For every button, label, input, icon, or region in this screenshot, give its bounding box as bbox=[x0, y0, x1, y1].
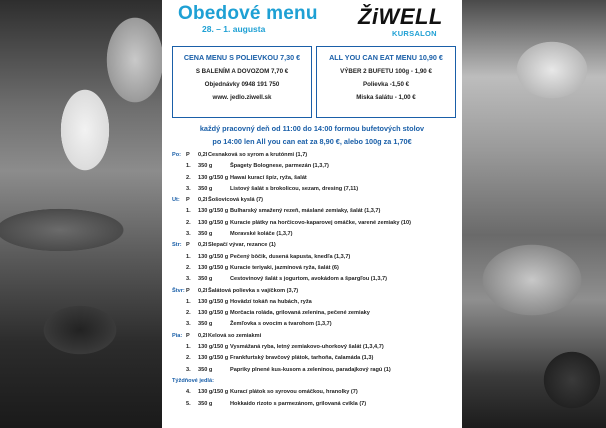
item-name: Bulharský smažený rezeň, máslané zemiaky, šalát (1,3,7) bbox=[230, 208, 381, 215]
item-name: Špagety Bolognese, parmezán (1,3,7) bbox=[230, 163, 329, 170]
day-label: Ut: bbox=[172, 197, 180, 204]
item-weight: 130 g/150 g bbox=[198, 219, 229, 226]
food-photo-right bbox=[462, 0, 606, 428]
item-number: 3. bbox=[186, 231, 191, 238]
menu-sheet bbox=[162, 0, 462, 428]
item-number: 3. bbox=[186, 366, 191, 373]
item-number: 2. bbox=[186, 310, 191, 317]
item-number: 4. bbox=[186, 389, 191, 396]
day-label: Str: bbox=[172, 242, 182, 249]
item-weight: 0,2l bbox=[198, 242, 208, 249]
item-weight: 130 g/150 g bbox=[198, 298, 229, 305]
brand-logo: ŽiWELL bbox=[358, 4, 443, 29]
menu-item bbox=[172, 174, 462, 185]
price-box-line: S BALENÍM A DOVOZOM 7,70 € bbox=[195, 68, 289, 75]
menu-item bbox=[172, 400, 462, 411]
menu-item bbox=[172, 320, 462, 331]
item-name: Morčacia roláda, grilovaná zelenina, pečené zemiaky bbox=[230, 310, 370, 317]
menu-item bbox=[172, 309, 462, 320]
item-number: P bbox=[186, 152, 190, 158]
item-number: 1. bbox=[186, 298, 191, 305]
page-title: Obedové menu bbox=[178, 3, 318, 24]
menu-item bbox=[172, 185, 462, 196]
menu-item bbox=[172, 343, 462, 354]
menu-item bbox=[172, 264, 462, 275]
day-label: Po: bbox=[172, 152, 182, 158]
item-weight: 350 g bbox=[198, 321, 213, 328]
price-box-heading: ALL YOU CAN EAT MENU 10,90 € bbox=[329, 53, 443, 62]
menu-item bbox=[172, 354, 462, 365]
item-weight: 0,2l bbox=[198, 332, 208, 339]
website-link[interactable]: www. jedlo.ziwell.sk bbox=[212, 94, 272, 101]
menu-item bbox=[172, 219, 462, 230]
item-name: Pečený bôčik, dusená kapusta, knedľa (1,3,7) bbox=[230, 253, 351, 260]
item-weight: 130 g/150 g bbox=[198, 174, 229, 181]
item-weight: 350 g bbox=[198, 400, 213, 407]
item-number: P bbox=[186, 287, 190, 294]
item-weight: 350 g bbox=[198, 366, 213, 373]
item-name: Kuracie plátky na horčicovo-kaparovej omáčke, varené zemiaky (10) bbox=[230, 219, 411, 226]
item-name: Žemľovka s ovocím a tvarohom (1,3,7) bbox=[230, 321, 332, 328]
item-weight: 350 g bbox=[198, 231, 213, 238]
item-name: Moravské koláče (1,3,7) bbox=[230, 231, 293, 238]
item-weight: 0,2l bbox=[198, 287, 208, 294]
item-number: 2. bbox=[186, 264, 191, 271]
item-name: Vysmážaná ryba, letný zemiakovo-uhorkový šalát (1,3,4,7) bbox=[230, 344, 384, 351]
menu-item bbox=[172, 162, 462, 173]
item-number: 3. bbox=[186, 321, 191, 328]
menu-item bbox=[172, 196, 462, 207]
menu-item bbox=[172, 241, 462, 252]
section-label: Týždňové jedlá: bbox=[172, 377, 214, 384]
item-weight: 350 g bbox=[198, 185, 213, 192]
item-name: Cestovinový šalát s jogurtom, avokádom a špargľou (1,3,7) bbox=[230, 276, 387, 283]
menu-item bbox=[172, 298, 462, 309]
item-name: Šošovicová kyslá (7) bbox=[208, 197, 264, 204]
item-weight: 130 g/150 g bbox=[198, 310, 229, 317]
item-name: Kurací plátok so syrovou omáčkou, hranolky (7) bbox=[230, 389, 358, 396]
menu-list bbox=[172, 151, 462, 411]
item-name: Listový šalát s brokolicou, sezam, dresing (7,11) bbox=[230, 185, 359, 192]
item-number: 3. bbox=[186, 185, 191, 192]
item-name: Hovädzí tokáň na hubách, ryža bbox=[230, 298, 312, 305]
item-name: Frankfurtský bravčový plátok, tarhoňa, čalamáda (1,3) bbox=[230, 355, 374, 362]
brand-subtitle: KURSALON bbox=[392, 29, 437, 38]
item-number: P bbox=[186, 197, 190, 204]
menu-section-header bbox=[172, 377, 462, 388]
item-number: 1. bbox=[186, 208, 191, 215]
menu-item bbox=[172, 151, 462, 162]
item-name: Hokkaido rizoto s parmezánom, grilovaná cvikla (7) bbox=[230, 400, 367, 407]
price-box-heading: CENA MENU S POLIEVKOU 7,30 € bbox=[183, 53, 301, 62]
item-weight: 130 g/150 g bbox=[198, 355, 229, 362]
price-box-line: VÝBER 2 BUFETU 100g - 1,90 € bbox=[340, 68, 432, 75]
food-photo-left bbox=[0, 0, 162, 428]
item-name: Šalátová polievka s vajíčkom (3,7) bbox=[208, 287, 299, 294]
day-label: Pia: bbox=[172, 332, 183, 339]
price-box-line: Miska šalátu - 1,00 € bbox=[356, 94, 416, 101]
menu-item bbox=[172, 332, 462, 343]
price-box-line: Polievka -1,50 € bbox=[362, 81, 410, 88]
menu-item bbox=[172, 287, 462, 298]
item-number: P bbox=[186, 332, 190, 339]
item-weight: 350 g bbox=[198, 163, 213, 170]
menu-item bbox=[172, 207, 462, 218]
item-name: Kelová so zemiakmi bbox=[208, 332, 262, 339]
item-number: 5. bbox=[186, 400, 191, 407]
item-number: 1. bbox=[186, 344, 191, 351]
price-box-menu bbox=[172, 46, 312, 118]
item-number: 2. bbox=[186, 174, 191, 181]
menu-dates: 28. – 1. augusta bbox=[202, 24, 266, 34]
item-weight: 350 g bbox=[198, 276, 213, 283]
menu-item bbox=[172, 253, 462, 264]
item-name: Hawai kurací špíz, ryža, šalát bbox=[230, 174, 307, 181]
menu-item bbox=[172, 230, 462, 241]
item-name: Cesnaková so syrom a krutónmi (1,7) bbox=[208, 152, 308, 158]
item-name: Kuracie teriyaki, jazmínová ryža, šalát (6) bbox=[230, 264, 339, 271]
item-number: 2. bbox=[186, 355, 191, 362]
day-label: Štvr: bbox=[172, 287, 185, 294]
item-number: 2. bbox=[186, 219, 191, 226]
menu-item bbox=[172, 366, 462, 377]
item-weight: 130 g/150 g bbox=[198, 264, 229, 271]
service-note-line2: po 14:00 len All you can eat za 8,90 €, alebo 100g za 1,70€ bbox=[212, 137, 412, 146]
item-number: P bbox=[186, 242, 190, 249]
item-weight: 130 g/150 g bbox=[198, 344, 229, 351]
item-weight: 130 g/150 g bbox=[198, 253, 229, 260]
item-name: Papriky plnené kus-kusom a zeleninou, paradajkový ragú (1) bbox=[230, 366, 391, 373]
item-number: 1. bbox=[186, 253, 191, 260]
price-box-all-you-can-eat bbox=[316, 46, 456, 118]
menu-item bbox=[172, 275, 462, 286]
item-number: 1. bbox=[186, 163, 191, 170]
item-name: Slepačí vývar, rezance (1) bbox=[208, 242, 276, 249]
service-note-line1: každý pracovný deň od 11:00 do 14:00 formou bufetových stolov bbox=[199, 124, 425, 133]
item-weight: 0,2l bbox=[198, 197, 208, 204]
menu-item bbox=[172, 388, 462, 399]
item-number: 3. bbox=[186, 276, 191, 283]
item-weight: 0,2l bbox=[198, 152, 208, 158]
item-weight: 130 g/150 g bbox=[198, 389, 229, 396]
item-weight: 130 g/150 g bbox=[198, 208, 229, 215]
order-phone: Objednávky 0948 191 750 bbox=[204, 81, 280, 88]
